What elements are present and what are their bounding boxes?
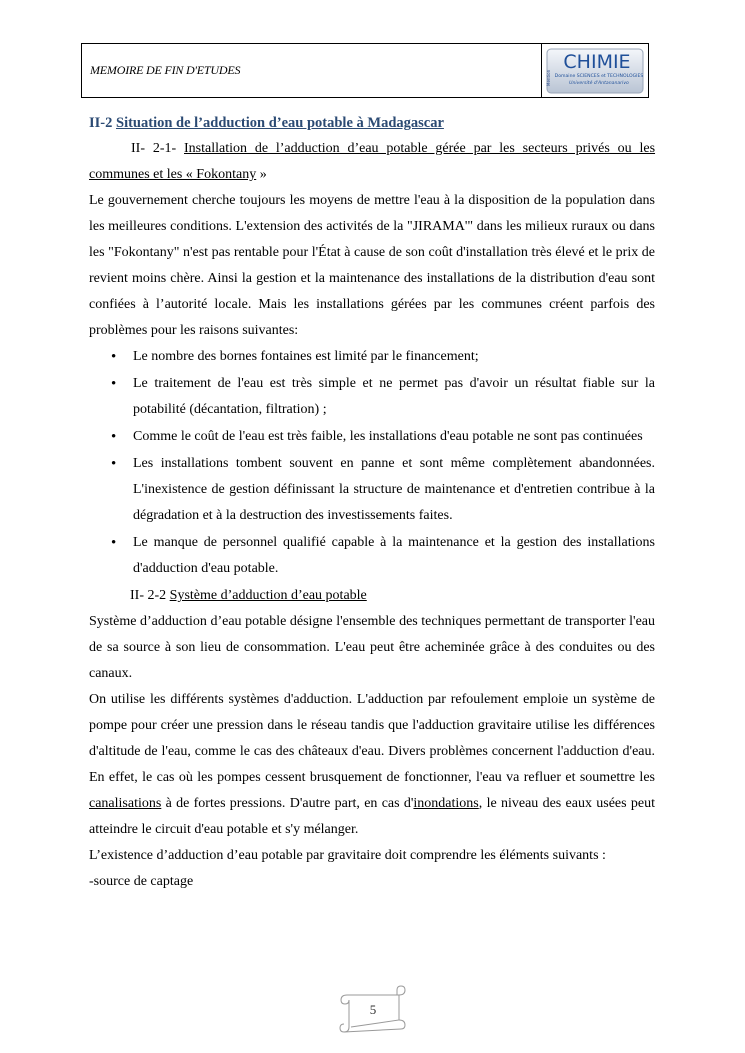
svg-text:CHIMIE: CHIMIE	[563, 50, 631, 73]
inondations-link[interactable]: inondations	[413, 796, 479, 811]
chimie-logo-graphic	[545, 46, 645, 96]
page-body	[89, 110, 655, 895]
subsection-number: II- 2-2	[130, 588, 167, 603]
svg-text:Domaine SCIENCES et TECHNOLOGI: Domaine SCIENCES et TECHNOLOGIES	[554, 73, 644, 79]
page-header	[81, 43, 649, 98]
list-item: • Le nombre des bornes fontaines est limité par le financement;	[133, 344, 655, 370]
subsection-number: II- 2-1-	[131, 141, 177, 156]
section-heading	[89, 110, 655, 136]
canalisations-link[interactable]: canalisations	[89, 796, 162, 811]
page-footer	[337, 983, 409, 1035]
list-item: • Comme le coût de l'eau est très faible, les installations d'eau potable ne sont pas continuées	[133, 424, 655, 450]
subsection-heading-1	[89, 136, 655, 188]
subsection-title: Installation de l’adduction d’eau potable gérée par les secteurs privés ou les communes et les « Fokontany	[89, 141, 656, 182]
svg-text:Mention: Mention	[546, 69, 551, 86]
page-number: 5	[369, 1002, 377, 1017]
list-item: • Le traitement de l'eau est très simple et ne permet pas d'avoir un résultat fiable sur la potabilité (décantation, filtration) ;	[133, 371, 655, 423]
paragraph-text: , le niveau des eaux usées peut atteindre le circuit d'eau potable et s'y mélanger.	[89, 796, 655, 837]
list-item: • Les installations tombent souvent en panne et sont même complètement abandonnées. L'inexistence de gestion définissant la structure de maintenance et d'entretien contribue à la dégradation et à la destruction des investissements faites.	[133, 451, 655, 529]
paragraph: Le gouvernement cherche toujours les moyens de mettre l'eau à la disposition de la population dans les meilleures conditions. L'extension des activités de la "JIRAMA'" dans les milieux ruraux ou dans les "Fokontany" n'est pas rentable pour l'État à cause de son coût d'installation très élevé et le prix de revient moins chère. Ainsi la gestion et la maintenance des installations de la distribution d'eau sont confiées à l’autorité locale. Mais les installations gérées par les communes créent parfois des problèmes pour les raisons suivantes:	[89, 193, 655, 338]
paragraph: Système d’adduction d’eau potable désigne l'ensemble des techniques permettant de transporter l'eau de sa source à son lieu de consommation. L'eau peut être acheminée grâce à des conduites ou des canaux.	[89, 614, 655, 681]
paragraph: -source de captage	[89, 874, 194, 889]
header-title: MEMOIRE DE FIN D'ETUDES	[82, 44, 542, 97]
svg-text:Université d'Antananarivo: Université d'Antananarivo	[569, 80, 629, 86]
chimie-logo	[542, 44, 648, 97]
paragraph	[89, 687, 655, 843]
subsection-title: Système d’adduction d’eau potable	[169, 588, 367, 603]
subsection-title-tail: »	[256, 167, 267, 182]
bullet-list	[89, 344, 655, 582]
paragraph-text: On utilise les différents systèmes d'adduction. L'adduction par refoulement emploie un système de pompe pour créer une pression dans le réseau tandis que l'adduction gravitaire utilise les différences d'altitude de l'eau, comme le cas des châteaux d'eau. Divers problèmes concernent l'adduction d'eau. En effet, le cas où les pompes cessent brusquement de fonctionner, l'eau va refluer et soumettre les	[89, 692, 655, 785]
list-item: • Le manque de personnel qualifié capable à la maintenance et la gestion des installations d'adduction d'eau potable.	[133, 530, 655, 582]
paragraph: L’existence d’adduction d’eau potable par gravitaire doit comprendre les éléments suivants :	[89, 848, 606, 863]
section-title: Situation de l’adduction d’eau potable à Madagascar	[116, 115, 444, 131]
paragraph-text: à de fortes pressions. D'autre part, en cas d'	[161, 796, 414, 811]
section-number: II-2	[89, 115, 113, 131]
subsection-heading-2	[89, 583, 655, 609]
